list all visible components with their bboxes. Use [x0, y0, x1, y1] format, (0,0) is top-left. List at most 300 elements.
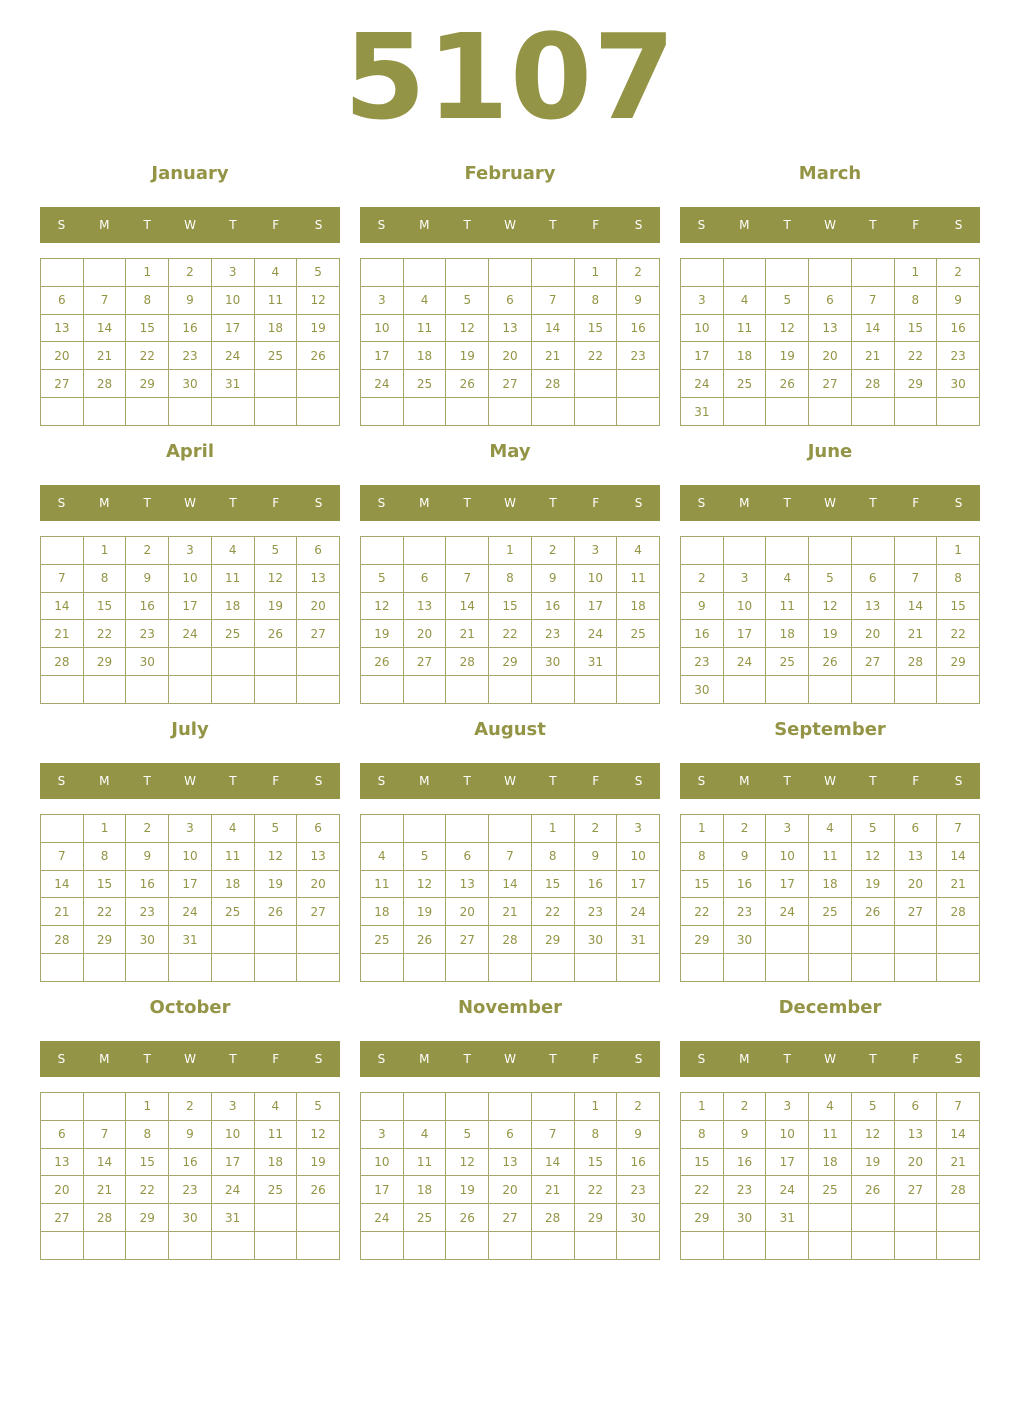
day-cell: 25	[766, 648, 809, 676]
day-cell	[211, 676, 254, 704]
day-cell: 14	[83, 314, 126, 342]
day-cell	[894, 954, 937, 982]
day-cell	[489, 815, 532, 843]
day-cell: 27	[446, 926, 489, 954]
day-cell: 6	[403, 564, 446, 592]
day-cell: 2	[723, 1093, 766, 1121]
day-cell: 4	[403, 1120, 446, 1148]
day-cell: 25	[723, 370, 766, 398]
day-cell: 17	[681, 342, 724, 370]
weekday-label: T	[869, 218, 877, 232]
day-cell	[41, 1232, 84, 1260]
day-cell	[169, 676, 212, 704]
day-grid	[40, 258, 340, 426]
week-row	[361, 259, 660, 287]
day-cell	[446, 537, 489, 565]
day-cell: 17	[169, 870, 212, 898]
day-cell: 4	[361, 842, 404, 870]
day-cell: 19	[446, 342, 489, 370]
day-cell: 22	[894, 342, 937, 370]
day-cell: 5	[297, 259, 340, 287]
day-cell	[489, 1093, 532, 1121]
day-cell: 22	[574, 1176, 617, 1204]
day-cell	[211, 926, 254, 954]
day-cell: 3	[211, 1093, 254, 1121]
day-cell	[894, 1232, 937, 1260]
weekday-label: T	[143, 774, 151, 788]
day-cell: 30	[126, 648, 169, 676]
day-cell: 7	[489, 842, 532, 870]
day-cell: 16	[617, 314, 660, 342]
day-cell: 1	[937, 537, 980, 565]
day-cell: 8	[83, 842, 126, 870]
day-cell: 1	[681, 1093, 724, 1121]
weekday-label: T	[143, 218, 151, 232]
day-cell: 11	[403, 1148, 446, 1176]
day-cell: 5	[851, 815, 894, 843]
day-cell: 18	[211, 592, 254, 620]
day-cell: 15	[126, 1148, 169, 1176]
day-cell: 21	[531, 1176, 574, 1204]
day-cell	[937, 676, 980, 704]
day-cell: 19	[297, 1148, 340, 1176]
month-name: February	[464, 163, 556, 184]
week-row	[681, 1120, 980, 1148]
day-cell: 8	[894, 286, 937, 314]
day-cell: 27	[297, 898, 340, 926]
day-cell	[403, 954, 446, 982]
day-cell	[937, 1204, 980, 1232]
day-cell: 25	[809, 1176, 852, 1204]
weekday-label: W	[504, 218, 516, 232]
day-cell: 14	[489, 870, 532, 898]
day-cell: 12	[297, 286, 340, 314]
day-cell	[41, 1093, 84, 1121]
day-cell	[809, 1232, 852, 1260]
day-grid	[40, 536, 340, 704]
day-cell: 11	[254, 286, 297, 314]
day-cell: 17	[361, 342, 404, 370]
day-cell: 8	[574, 286, 617, 314]
day-cell: 13	[851, 592, 894, 620]
week-row	[681, 286, 980, 314]
day-cell: 16	[937, 314, 980, 342]
month-name: January	[151, 163, 229, 184]
day-cell: 7	[41, 842, 84, 870]
day-cell	[894, 676, 937, 704]
day-cell: 29	[681, 1204, 724, 1232]
day-cell	[446, 676, 489, 704]
day-cell: 23	[723, 898, 766, 926]
week-row	[681, 898, 980, 926]
day-cell: 2	[617, 1093, 660, 1121]
weekday-label: M	[739, 496, 750, 510]
day-cell	[766, 926, 809, 954]
day-cell: 27	[489, 370, 532, 398]
weekday-label: F	[272, 496, 280, 510]
day-cell: 20	[851, 620, 894, 648]
day-cell: 21	[41, 620, 84, 648]
weekday-label: T	[463, 774, 471, 788]
week-row	[41, 926, 340, 954]
day-cell: 9	[574, 842, 617, 870]
day-cell	[937, 398, 980, 426]
day-cell: 2	[169, 259, 212, 287]
day-cell: 4	[254, 259, 297, 287]
day-cell	[723, 398, 766, 426]
day-cell: 3	[681, 286, 724, 314]
day-cell: 10	[211, 286, 254, 314]
day-cell	[851, 926, 894, 954]
weekday-label: F	[912, 774, 920, 788]
day-cell: 23	[723, 1176, 766, 1204]
week-row	[681, 648, 980, 676]
week-row	[681, 370, 980, 398]
day-cell	[83, 954, 126, 982]
weekday-label: F	[912, 1052, 920, 1066]
weekday-label: F	[592, 496, 600, 510]
week-row	[681, 1093, 980, 1121]
day-cell	[617, 1232, 660, 1260]
day-cell: 27	[489, 1204, 532, 1232]
month-name: March	[798, 163, 862, 184]
day-cell: 2	[574, 815, 617, 843]
day-cell: 9	[937, 286, 980, 314]
week-row	[681, 398, 980, 426]
weekday-label: W	[504, 1052, 516, 1066]
day-cell: 20	[403, 620, 446, 648]
day-cell: 21	[937, 1148, 980, 1176]
day-cell: 25	[254, 1176, 297, 1204]
day-cell	[126, 398, 169, 426]
day-cell	[531, 954, 574, 982]
day-cell	[894, 398, 937, 426]
weekday-label: T	[783, 496, 791, 510]
day-cell: 18	[809, 1148, 852, 1176]
day-cell: 15	[574, 1148, 617, 1176]
day-cell: 24	[361, 1204, 404, 1232]
day-cell: 1	[83, 537, 126, 565]
month-name: May	[489, 441, 531, 462]
day-cell	[809, 676, 852, 704]
day-cell: 17	[169, 592, 212, 620]
day-cell: 25	[403, 1204, 446, 1232]
day-cell: 4	[766, 564, 809, 592]
day-cell: 25	[617, 620, 660, 648]
day-cell	[403, 1093, 446, 1121]
day-grid	[40, 814, 340, 982]
week-row	[681, 954, 980, 982]
day-cell: 10	[617, 842, 660, 870]
day-cell: 5	[254, 537, 297, 565]
day-cell: 19	[361, 620, 404, 648]
day-cell: 15	[681, 1148, 724, 1176]
day-cell: 20	[297, 592, 340, 620]
day-cell: 15	[83, 592, 126, 620]
week-row	[361, 1120, 660, 1148]
day-cell: 26	[403, 926, 446, 954]
weekday-label: M	[739, 1052, 750, 1066]
day-cell	[489, 954, 532, 982]
weekday-label: T	[783, 1052, 791, 1066]
day-cell	[937, 926, 980, 954]
day-cell: 19	[851, 870, 894, 898]
weekday-label: S	[954, 1052, 963, 1066]
day-cell: 20	[809, 342, 852, 370]
weekday-label: M	[419, 774, 430, 788]
day-cell: 1	[681, 815, 724, 843]
day-cell	[83, 398, 126, 426]
day-cell: 6	[41, 1120, 84, 1148]
day-cell	[41, 537, 84, 565]
day-cell: 25	[211, 898, 254, 926]
day-cell: 22	[83, 898, 126, 926]
day-cell: 1	[489, 537, 532, 565]
day-cell: 11	[617, 564, 660, 592]
week-row	[41, 1093, 340, 1121]
weekday-label: S	[314, 496, 323, 510]
day-cell: 24	[766, 898, 809, 926]
day-cell: 20	[489, 342, 532, 370]
day-cell: 8	[83, 564, 126, 592]
day-cell: 15	[83, 870, 126, 898]
day-cell: 15	[531, 870, 574, 898]
day-cell: 5	[361, 564, 404, 592]
day-cell: 8	[937, 564, 980, 592]
day-cell	[403, 537, 446, 565]
day-cell: 27	[403, 648, 446, 676]
week-row	[361, 286, 660, 314]
week-row	[361, 592, 660, 620]
weekday-label: S	[314, 218, 323, 232]
day-cell: 29	[531, 926, 574, 954]
weekday-label: S	[634, 218, 643, 232]
week-row	[41, 398, 340, 426]
day-cell: 2	[126, 537, 169, 565]
weekday-label: M	[419, 218, 430, 232]
weekday-label: W	[184, 496, 196, 510]
day-cell	[254, 926, 297, 954]
day-cell: 17	[617, 870, 660, 898]
day-cell: 26	[809, 648, 852, 676]
day-cell: 14	[937, 842, 980, 870]
day-cell: 31	[211, 370, 254, 398]
day-cell: 7	[41, 564, 84, 592]
week-row	[681, 564, 980, 592]
day-cell: 1	[531, 815, 574, 843]
day-cell: 26	[851, 1176, 894, 1204]
day-cell: 1	[126, 1093, 169, 1121]
day-cell: 5	[851, 1093, 894, 1121]
day-cell: 11	[211, 564, 254, 592]
day-cell: 21	[83, 1176, 126, 1204]
day-cell	[254, 1204, 297, 1232]
day-grid	[360, 536, 660, 704]
day-cell	[211, 1232, 254, 1260]
day-cell	[617, 954, 660, 982]
day-cell: 28	[41, 926, 84, 954]
day-cell: 3	[169, 815, 212, 843]
day-cell: 6	[297, 815, 340, 843]
weekday-label: S	[954, 774, 963, 788]
day-cell	[169, 1232, 212, 1260]
day-cell: 21	[894, 620, 937, 648]
weekday-label: T	[229, 1052, 237, 1066]
day-cell: 30	[723, 926, 766, 954]
day-cell: 13	[489, 314, 532, 342]
weekday-label: S	[954, 218, 963, 232]
day-cell: 17	[766, 870, 809, 898]
day-cell: 2	[723, 815, 766, 843]
day-cell: 16	[617, 1148, 660, 1176]
day-cell: 11	[211, 842, 254, 870]
week-row	[41, 842, 340, 870]
day-cell: 5	[809, 564, 852, 592]
day-cell: 7	[83, 1120, 126, 1148]
weekday-label: W	[824, 1052, 836, 1066]
day-cell: 24	[766, 1176, 809, 1204]
day-cell: 14	[937, 1120, 980, 1148]
day-cell: 18	[403, 342, 446, 370]
day-cell: 16	[169, 1148, 212, 1176]
day-cell	[211, 648, 254, 676]
day-cell: 12	[851, 1120, 894, 1148]
day-cell	[297, 370, 340, 398]
day-cell: 13	[894, 1120, 937, 1148]
day-cell: 30	[723, 1204, 766, 1232]
day-cell: 18	[723, 342, 766, 370]
week-row	[681, 620, 980, 648]
day-cell	[574, 676, 617, 704]
month-name: September	[774, 719, 886, 740]
day-cell: 8	[126, 1120, 169, 1148]
month-name: July	[171, 719, 209, 740]
weekday-label: S	[57, 774, 66, 788]
day-cell: 18	[211, 870, 254, 898]
weekday-header	[360, 763, 660, 799]
day-cell: 13	[297, 842, 340, 870]
day-cell: 5	[446, 1120, 489, 1148]
weekday-label: W	[824, 496, 836, 510]
day-cell: 12	[254, 842, 297, 870]
week-row	[681, 342, 980, 370]
weekday-label: T	[229, 774, 237, 788]
day-cell	[254, 954, 297, 982]
week-row	[41, 342, 340, 370]
day-cell	[766, 259, 809, 287]
day-cell: 12	[254, 564, 297, 592]
day-cell	[574, 954, 617, 982]
day-cell: 29	[489, 648, 532, 676]
day-cell: 4	[617, 537, 660, 565]
weekday-header	[680, 485, 980, 521]
day-cell	[617, 370, 660, 398]
week-row	[41, 1148, 340, 1176]
day-cell: 26	[297, 1176, 340, 1204]
weekday-label: M	[99, 218, 110, 232]
weekday-label: T	[869, 774, 877, 788]
day-cell	[723, 259, 766, 287]
day-cell	[766, 954, 809, 982]
day-cell	[361, 676, 404, 704]
day-cell	[681, 537, 724, 565]
day-grid	[360, 1092, 660, 1260]
day-cell: 5	[297, 1093, 340, 1121]
day-cell: 19	[403, 898, 446, 926]
day-cell: 4	[403, 286, 446, 314]
weekday-label: T	[463, 1052, 471, 1066]
day-cell: 12	[766, 314, 809, 342]
day-cell: 22	[126, 1176, 169, 1204]
day-cell: 27	[41, 370, 84, 398]
day-cell: 2	[937, 259, 980, 287]
day-cell: 12	[297, 1120, 340, 1148]
day-cell: 10	[361, 1148, 404, 1176]
day-cell	[403, 259, 446, 287]
day-cell: 28	[83, 1204, 126, 1232]
day-cell: 6	[41, 286, 84, 314]
day-cell: 13	[446, 870, 489, 898]
day-cell: 27	[297, 620, 340, 648]
day-cell: 9	[126, 564, 169, 592]
day-cell: 11	[809, 1120, 852, 1148]
day-cell: 12	[361, 592, 404, 620]
day-cell: 3	[766, 1093, 809, 1121]
day-cell: 14	[41, 592, 84, 620]
day-cell	[809, 926, 852, 954]
weekday-label: T	[229, 496, 237, 510]
day-cell: 24	[574, 620, 617, 648]
weekday-label: S	[57, 218, 66, 232]
day-cell: 20	[489, 1176, 532, 1204]
day-cell	[297, 1204, 340, 1232]
day-cell: 17	[574, 592, 617, 620]
day-cell	[41, 398, 84, 426]
day-cell: 19	[809, 620, 852, 648]
day-cell: 12	[446, 1148, 489, 1176]
day-cell: 9	[723, 1120, 766, 1148]
day-cell: 28	[41, 648, 84, 676]
day-cell	[41, 954, 84, 982]
day-cell: 29	[126, 370, 169, 398]
day-cell: 25	[361, 926, 404, 954]
day-cell: 20	[446, 898, 489, 926]
week-row	[681, 259, 980, 287]
weekday-label: S	[314, 1052, 323, 1066]
weekday-label: W	[504, 496, 516, 510]
week-row	[361, 1204, 660, 1232]
day-cell: 13	[809, 314, 852, 342]
day-cell: 1	[126, 259, 169, 287]
day-cell: 28	[894, 648, 937, 676]
day-cell: 19	[851, 1148, 894, 1176]
weekday-label: T	[463, 218, 471, 232]
week-row	[361, 342, 660, 370]
day-cell: 28	[937, 1176, 980, 1204]
day-cell: 10	[169, 842, 212, 870]
week-row	[41, 954, 340, 982]
day-cell: 26	[766, 370, 809, 398]
day-cell: 16	[681, 620, 724, 648]
day-cell	[361, 1232, 404, 1260]
day-cell: 3	[211, 259, 254, 287]
day-cell	[766, 676, 809, 704]
day-cell	[681, 1232, 724, 1260]
week-row	[681, 870, 980, 898]
day-cell: 7	[937, 1093, 980, 1121]
day-cell	[41, 815, 84, 843]
day-cell: 14	[41, 870, 84, 898]
